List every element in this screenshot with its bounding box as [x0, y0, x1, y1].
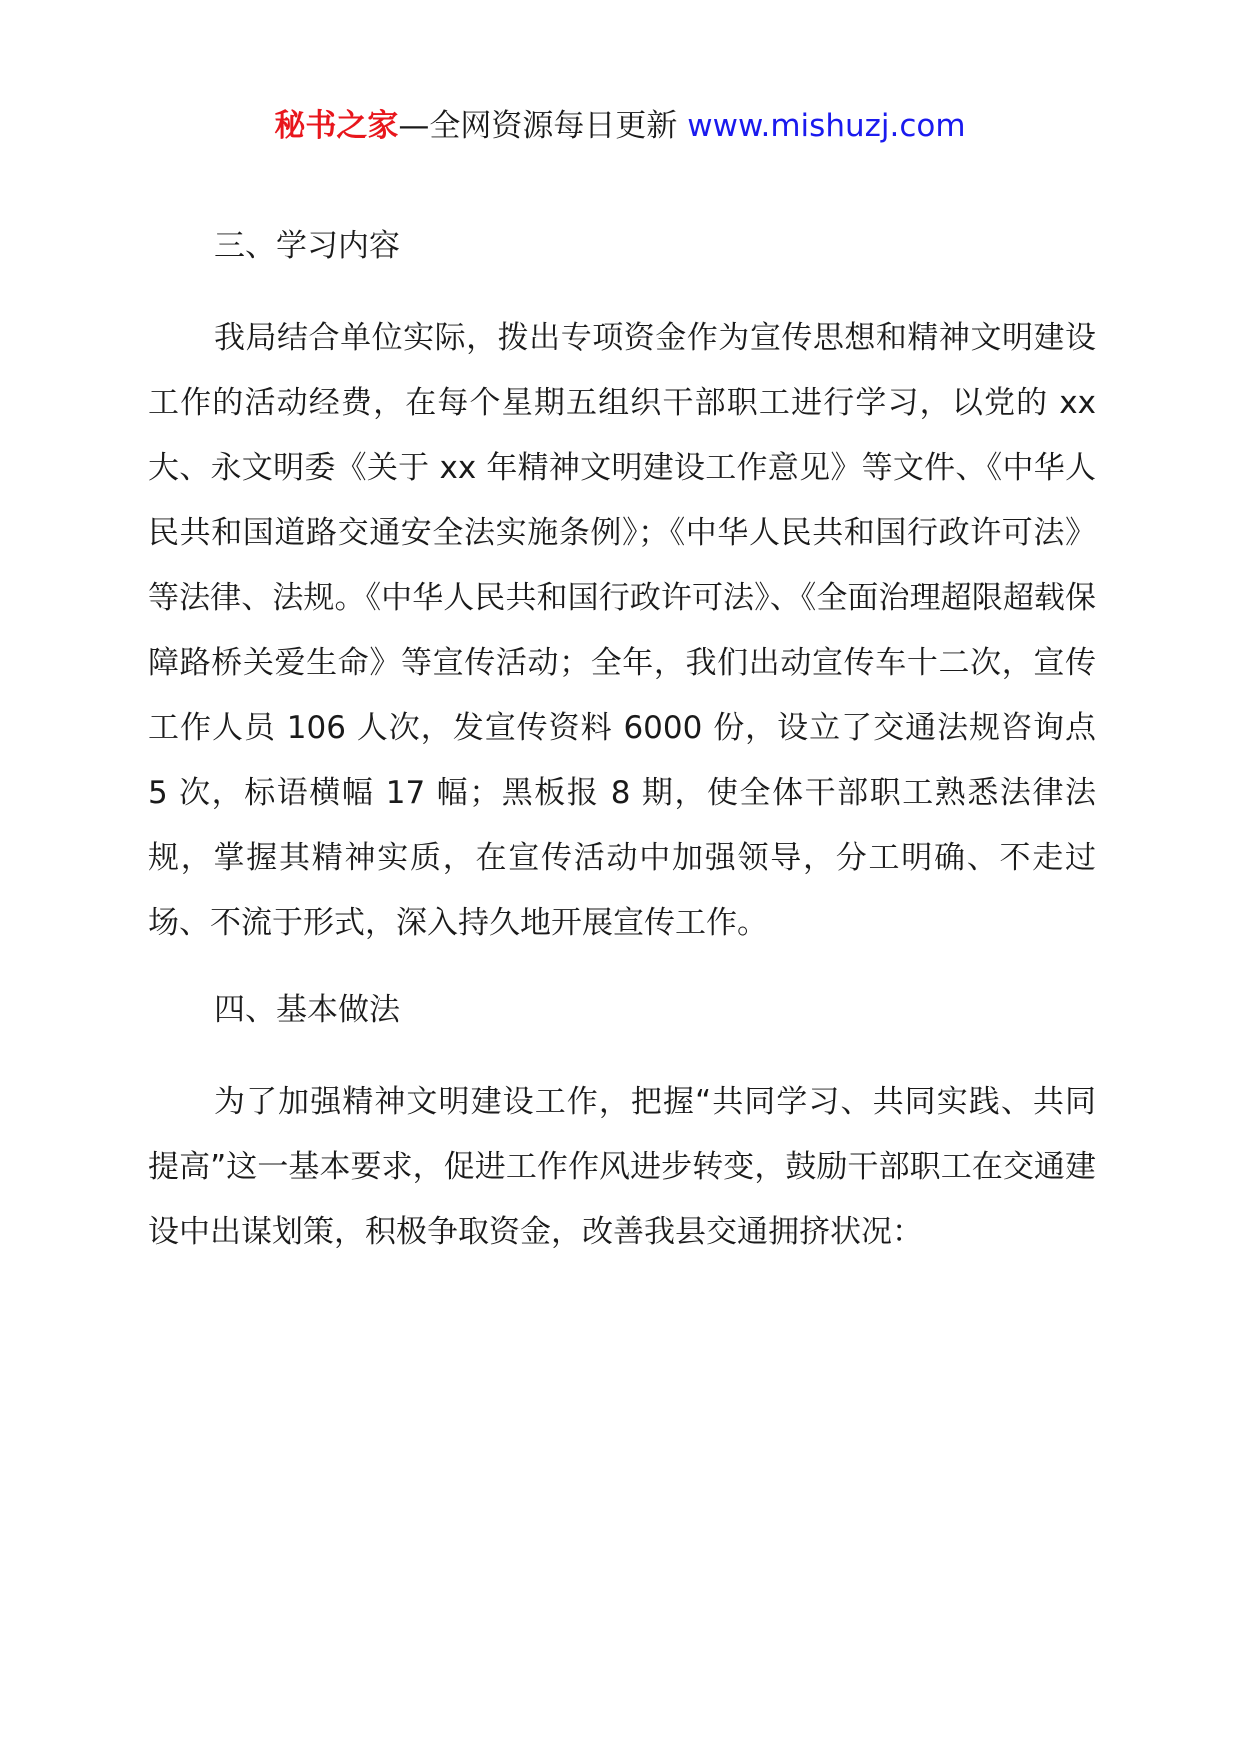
- section-paragraph-study-content: 我局结合单位实际，拨出专项资金作为宣传思想和精神文明建设工作的活动经费，在每个星期五组织干部职工进行学习，以党的 xx 大、永文明委《关于 xx 年精神文明建设工作意见》等文件、《中华人民共和国道路交通安全法实施条例》；《中华人民共和国行政许可法》等法律、法规。《中华人民共和国行政许可法》、《全面治理超限超载保障路桥关爱生命》等宣传活动；全年，我们出动宣传车十二次，宣传工作人员 106 人次，发宣传资料 6000 份，设立了交通法规咨询点 5 次，标语横幅 17 幅；黑板报 8 期，使全体干部职工熟悉法律法规，掌握其精神实质，在宣传活动中加强领导，分工明确、不走过场、不流于形式，深入持久地开展宣传工作。: [148, 320, 1096, 941]
- site-banner: [0, 104, 1240, 148]
- section-paragraph-basic-practice: 为了加强精神文明建设工作，把握“共同学习、共同实践、共同提高”这一基本要求，促进工作作风进步转变，鼓励干部职工在交通建设中出谋划策，积极争取资金，改善我县交通拥挤状况：: [148, 1084, 1096, 1250]
- site-brand-name: 秘书之家: [274, 108, 399, 144]
- section-heading-study-content: 三、学习内容: [214, 228, 400, 264]
- site-tagline: —全网资源每日更新: [398, 108, 678, 144]
- section-heading-basic-practice: 四、基本做法: [214, 992, 400, 1028]
- site-url-link[interactable]: www.mishuzj.com: [687, 108, 966, 144]
